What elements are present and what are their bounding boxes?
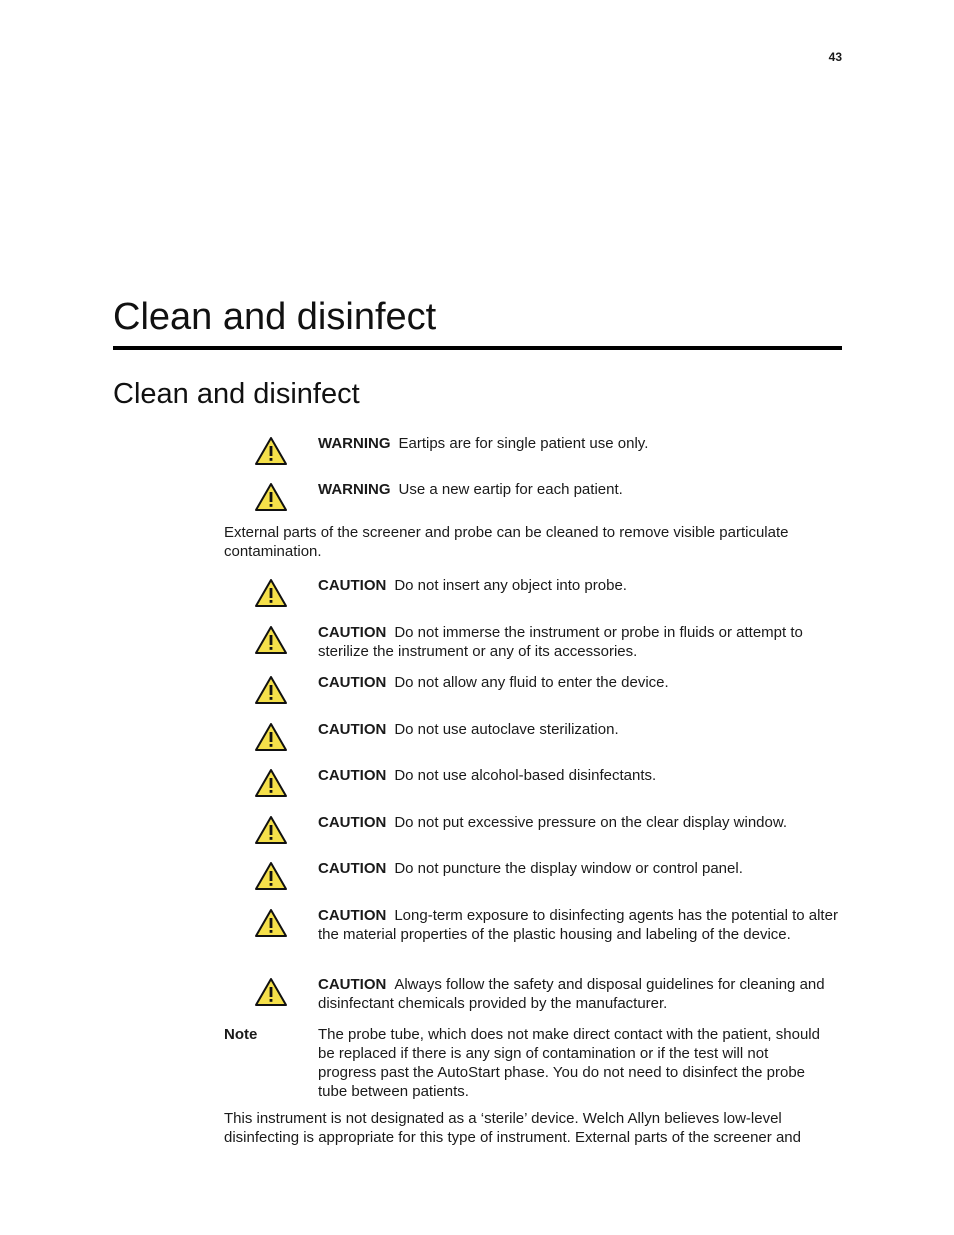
- notice-label: CAUTION: [318, 767, 387, 784]
- notice-text: Do not use alcohol-based disinfectants.: [394, 767, 657, 784]
- notice-label: CAUTION: [318, 577, 387, 594]
- notice-label: CAUTION: [318, 721, 387, 738]
- warning-triangle-icon: [254, 768, 288, 798]
- warning-triangle-icon: [254, 722, 288, 752]
- warning-triangle-icon: [254, 436, 288, 466]
- notice-text: Do not puncture the display window or control panel.: [394, 860, 743, 877]
- notice-label: CAUTION: [318, 907, 387, 924]
- notice-label: WARNING: [318, 481, 391, 498]
- warning-triangle-icon: [254, 908, 288, 938]
- notice-text: Do not immerse the instrument or probe in fluids or attempt to sterilize the instrument or any of its accessories.: [318, 624, 803, 660]
- notice-label: CAUTION: [318, 814, 387, 831]
- warning-triangle-icon: [254, 977, 288, 1007]
- notice-label: CAUTION: [318, 624, 387, 641]
- notice-label: CAUTION: [318, 976, 387, 993]
- section-title: Clean and disinfect: [113, 378, 360, 410]
- notice-text: Long-term exposure to disinfecting agents has the potential to alter the material properties of the plastic housing and labeling of the device.: [318, 907, 838, 943]
- note-label: Note: [224, 1026, 258, 1043]
- closing-paragraph: This instrument is not designated as a ‘sterile’ device. Welch Allyn believes low-level disinfecting is appropriate for this type of instrument. External parts of the screener and: [224, 1110, 801, 1146]
- notice-label: WARNING: [318, 435, 391, 452]
- warning-triangle-icon: [254, 675, 288, 705]
- notice-text: Use a new eartip for each patient.: [398, 481, 623, 498]
- warning-triangle-icon: [254, 578, 288, 608]
- notice-label: CAUTION: [318, 860, 387, 877]
- notice-text: Do not use autoclave sterilization.: [394, 721, 619, 738]
- chapter-divider: [113, 346, 842, 350]
- notice-text: Always follow the safety and disposal guidelines for cleaning and disinfectant chemicals provided by the manufacturer.: [318, 976, 825, 1012]
- page-number: 43: [828, 50, 842, 64]
- intro-paragraph: External parts of the screener and probe can be cleaned to remove visible particulate contamination.: [224, 524, 789, 560]
- warning-triangle-icon: [254, 625, 288, 655]
- note-text: The probe tube, which does not make direct contact with the patient, should be replaced if there is any sign of contamination or if the test will not progress past the AutoStart phase. You do not need to disinfect the probe tube between patients.: [318, 1026, 820, 1100]
- notice-text: Eartips are for single patient use only.: [398, 435, 649, 452]
- warning-triangle-icon: [254, 861, 288, 891]
- notice-text: Do not allow any fluid to enter the device.: [394, 674, 669, 691]
- notice-text: Do not insert any object into probe.: [394, 577, 627, 594]
- notice-label: CAUTION: [318, 674, 387, 691]
- chapter-title: Clean and disinfect: [113, 296, 437, 338]
- warning-triangle-icon: [254, 482, 288, 512]
- warning-triangle-icon: [254, 815, 288, 845]
- notice-text: Do not put excessive pressure on the clear display window.: [394, 814, 788, 831]
